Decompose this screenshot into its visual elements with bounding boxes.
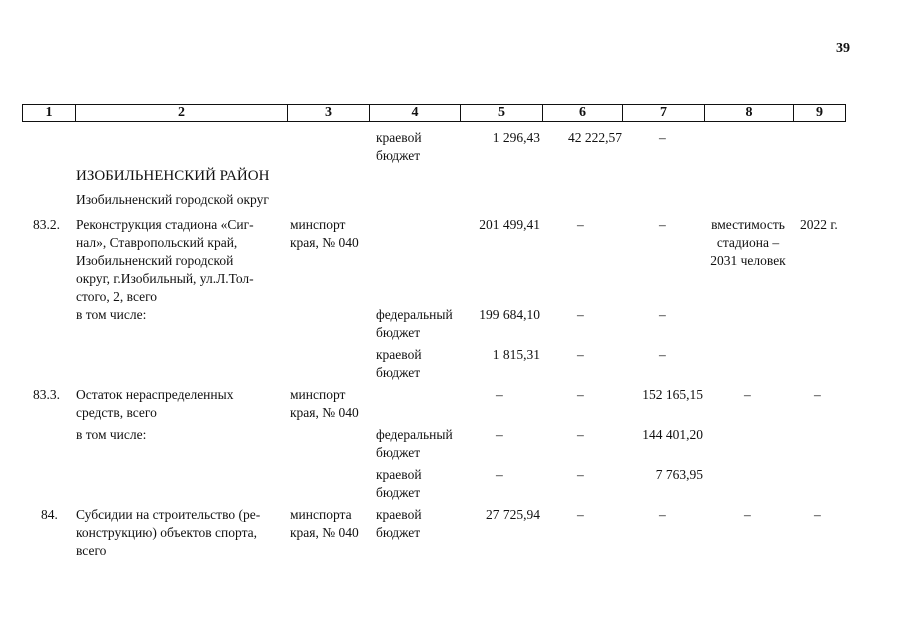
row-833-reg-col5: – <box>496 467 503 482</box>
row-833-reg-col7: 7 763,95 <box>655 467 703 482</box>
row-832-incl: в том числе: <box>76 307 147 322</box>
cont-col7: – <box>659 130 666 145</box>
row-832-col9: 2022 г. <box>800 217 838 232</box>
row-833-fed-source: федеральный бюджет <box>376 427 453 460</box>
row-84-col8: – <box>744 507 751 522</box>
row-833-executor: минспорт края, № 040 <box>290 387 359 420</box>
row-832-name-line2: нал», Ставропольский край, <box>76 235 238 250</box>
row-833-col6: – <box>577 387 584 402</box>
cont-col5: 1 296,43 <box>492 130 540 145</box>
row-832-col7: – <box>659 217 666 232</box>
row-833-col9: – <box>814 387 821 402</box>
row-832-fed-source: федеральный бюджет <box>376 307 453 340</box>
row-832-name-line1: Реконструкция стадиона «Сиг- <box>76 217 254 232</box>
row-832-col8: вместимость стадиона – 2031 человек <box>710 217 786 268</box>
row-832-col6: – <box>577 217 584 232</box>
row-832-name-line3: Изобильненский городской <box>76 253 234 268</box>
header-col-6: 6 <box>543 105 623 121</box>
row-84-col6: – <box>577 507 584 522</box>
header-col-9: 9 <box>816 105 823 120</box>
row-833-col7: 152 165,15 <box>642 387 703 402</box>
row-832-num: 83.2. <box>33 217 60 232</box>
okrug-heading: Изобильненский городской округ <box>76 192 269 207</box>
row-833-incl: в том числе: <box>76 427 147 442</box>
row-84-col5: 27 725,94 <box>486 507 540 522</box>
row-832-fed-col7: – <box>659 307 666 322</box>
row-833-reg-source: краевой бюджет <box>376 467 422 500</box>
row-833-col8: – <box>744 387 751 402</box>
row-832-reg-col6: – <box>577 347 584 362</box>
cont-col6: 42 222,57 <box>568 130 622 145</box>
row-833-num: 83.3. <box>33 387 60 402</box>
row-833-fed-col7: 144 401,20 <box>642 427 703 442</box>
row-832-name-line4: округ, г.Изобильный, ул.Л.Тол- <box>76 271 254 286</box>
header-col-4: 4 <box>370 105 461 121</box>
row-833-fed-col6: – <box>577 427 584 442</box>
row-832-col5: 201 499,41 <box>479 217 540 232</box>
row-84-name-line1: Субсидии на строительство (ре- <box>76 507 261 522</box>
cont-source: краевой бюджет <box>376 130 422 163</box>
row-832-fed-col5: 199 684,10 <box>479 307 540 322</box>
row-832-reg-col5: 1 815,31 <box>492 347 540 362</box>
row-833-name-line2: средств, всего <box>76 405 157 420</box>
row-84-col7: – <box>659 507 666 522</box>
row-84-name-line3: всего <box>76 543 107 558</box>
row-832-fed-col6: – <box>577 307 584 322</box>
row-833-col5: – <box>496 387 503 402</box>
header-col-1: 1 <box>23 105 76 121</box>
header-col-3: 3 <box>288 105 370 121</box>
header-col-5: 5 <box>461 105 543 121</box>
row-832-executor: минспорт края, № 040 <box>290 217 359 250</box>
row-84-executor: минспорта края, № 040 <box>290 507 359 540</box>
page-number: 39 <box>836 41 850 56</box>
row-832-reg-source: краевой бюджет <box>376 347 422 380</box>
row-84-name-line2: конструкцию) объектов спорта, <box>76 525 258 540</box>
row-833-reg-col6: – <box>577 467 584 482</box>
district-heading: ИЗОБИЛЬНЕНСКИЙ РАЙОН <box>76 168 270 184</box>
row-832-name-line5: стого, 2, всего <box>76 289 158 304</box>
header-col-7: 7 <box>623 105 705 121</box>
row-833-name-line1: Остаток нераспределенных <box>76 387 234 402</box>
row-84-num: 84. <box>41 507 58 522</box>
header-col-2: 2 <box>76 105 288 121</box>
row-84-col9: – <box>814 507 821 522</box>
row-833-fed-col5: – <box>496 427 503 442</box>
table-header-row <box>22 104 846 122</box>
row-832-reg-col7: – <box>659 347 666 362</box>
header-col-8: 8 <box>705 105 794 121</box>
row-84-source: краевой бюджет <box>376 507 422 540</box>
